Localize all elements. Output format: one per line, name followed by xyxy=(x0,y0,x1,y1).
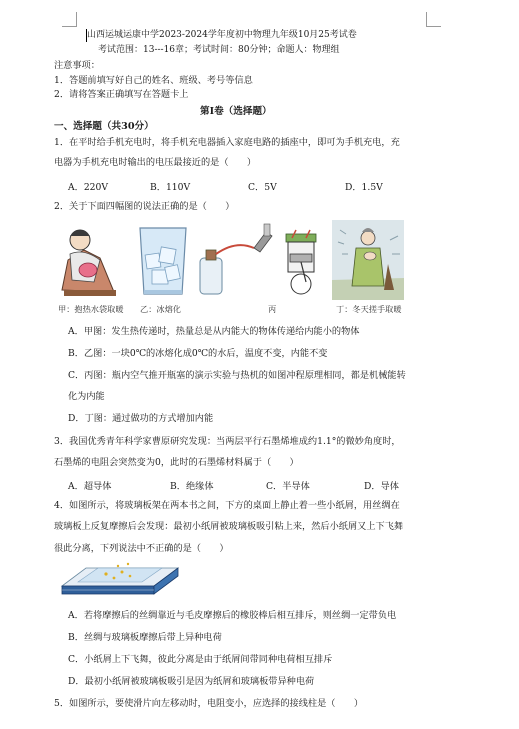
q5-line1: 5．如图所示，要使滑片向左移动时，电阻变小，应选择的接线柱是（ ） xyxy=(54,698,364,709)
caption-bing: 丙 xyxy=(268,304,277,314)
figure-glass-plate-books xyxy=(58,560,182,602)
part-title: 一、选择题（共30分） xyxy=(54,121,154,132)
caption-ding: 丁：冬天搓手取暖 xyxy=(336,304,402,314)
figure-rubbing-hands xyxy=(332,220,404,300)
figure-hot-water-bag xyxy=(54,220,124,300)
note-item-2: 2．请将答案正确填写在答题卡上 xyxy=(54,89,189,100)
q1-option-b: B．110V xyxy=(150,182,191,193)
q4-option-b: B．丝绸与玻璃板摩擦后带上异种电荷 xyxy=(68,632,222,643)
exam-info: 考试范围：13---16章；考试时间：80分钟；命题人：物理组 xyxy=(98,45,340,55)
q1-line2: 电器为手机充电时输出的电压最接近的是（ ） xyxy=(54,157,257,168)
caption-yi: 乙：冰熔化 xyxy=(140,304,181,314)
corner-mark-top-right xyxy=(426,12,441,27)
q2-option-a: A．甲图：发生热传递时，热量总是从内能大的物体传递给内能小的物体 xyxy=(68,326,360,337)
q3-option-d: D．导体 xyxy=(364,481,399,492)
q3-option-a: A．超导体 xyxy=(68,481,112,492)
q4-line1: 4．如图所示，将玻璃板架在两本书之间，下方的桌面上静止着一些小纸屑，用丝绸在 xyxy=(54,500,400,511)
q4-option-a: A．若将摩擦后的丝绸靠近与毛皮摩擦后的橡胶棒后相互排斥，则丝绸一定带负电 xyxy=(68,610,397,621)
note-item-1: 1．答题前填写好自己的姓名、班级、考号等信息 xyxy=(54,75,253,86)
q1-option-c: C．5V xyxy=(248,182,277,193)
q2-option-d: D．丁图：通过做功的方式增加内能 xyxy=(68,413,214,424)
figure-ice-glass xyxy=(132,220,194,300)
q2-option-b: B．乙图：一块0℃的冰熔化成0℃的水后，温度不变，内能不变 xyxy=(68,348,328,359)
volume-title: 第Ⅰ卷（选择题） xyxy=(200,106,272,117)
q2-stem: 2．关于下面四幅图的说法正确的是（ ） xyxy=(54,201,235,212)
figure-bottle-engine xyxy=(196,220,326,300)
caption-jia: 甲：抱热水袋取暖 xyxy=(58,304,124,314)
title-cursor xyxy=(86,29,87,42)
q3-option-c: C．半导体 xyxy=(266,481,310,492)
q4-option-d: D．最初小纸屑被玻璃板吸引是因为纸屑和玻璃板带异种电荷 xyxy=(68,676,315,687)
q4-line3: 很此分离，下列说法中不正确的是（ ） xyxy=(54,543,229,554)
corner-mark-top-left xyxy=(62,12,77,27)
q2-option-c-line1: C．丙图：瓶内空气推开瓶塞的演示实验与热机的如图冲程原理相同，都是机械能转 xyxy=(68,370,406,381)
q3-option-b: B．绝缘体 xyxy=(170,481,214,492)
notes-heading: 注意事项： xyxy=(54,60,100,71)
q1-option-a: A．220V xyxy=(68,182,108,193)
q1-line1: 1．在平时给手机充电时，将手机充电器插入家庭电路的插座中，即可为手机充电，充 xyxy=(54,137,400,148)
q2-option-c-line2: 化为内能 xyxy=(68,391,105,402)
q4-option-c: C．小纸屑上下飞舞，彼此分离是由于纸屑间带同种电荷相互排斥 xyxy=(68,654,333,665)
q4-line2: 玻璃板上反复摩擦后会发现：最初小纸屑被玻璃板吸引粘上来，然后小纸屑又上下飞舞 xyxy=(54,521,404,532)
q3-line2: 石墨烯的电阻会突然变为0，此时的石墨烯材料属于（ ） xyxy=(54,457,299,468)
q3-line1: 3．我国优秀青年科学家曹原研究发现：当两层平行石墨烯堆成约1.1°的微妙角度时， xyxy=(54,436,401,447)
q1-option-d: D．1.5V xyxy=(345,182,383,193)
exam-title: 山西运城运康中学2023-2024学年度初中物理九年级10月25考试卷 xyxy=(87,30,357,40)
